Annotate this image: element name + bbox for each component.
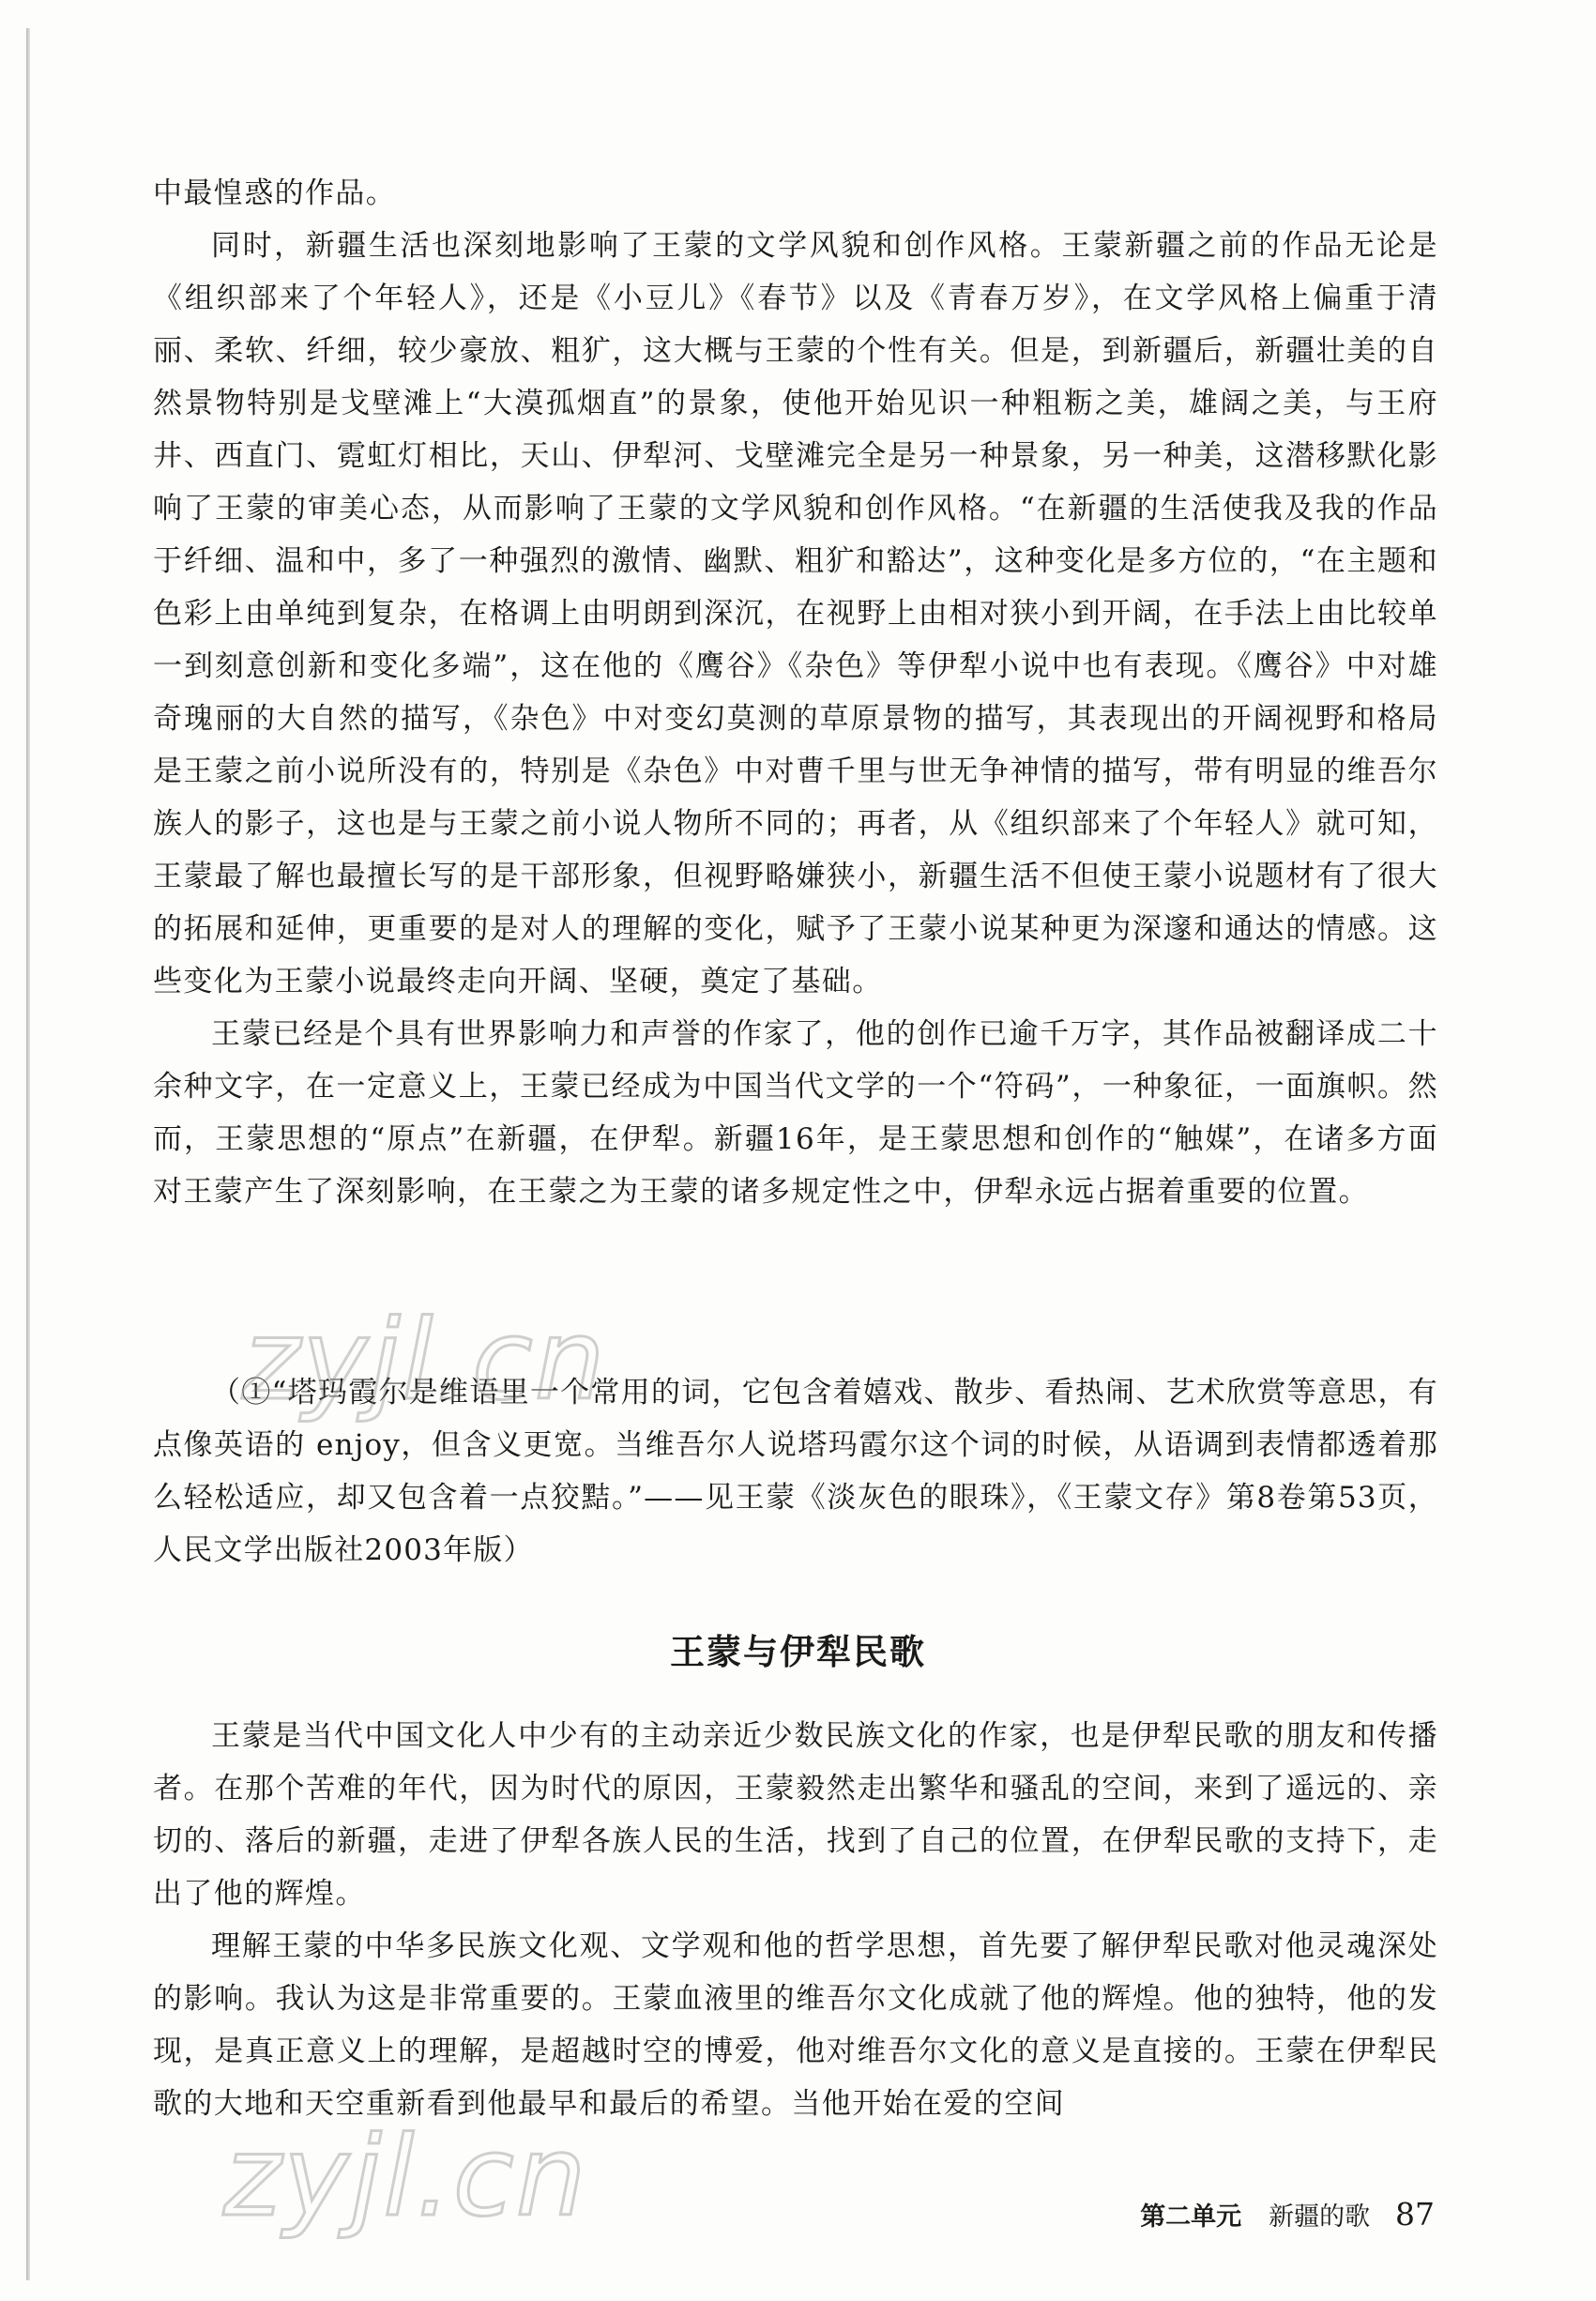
binding-edge (26, 28, 30, 2280)
watermark: zyjl.cn (242, 1295, 607, 1425)
watermark: zyjl.cn (223, 2111, 588, 2241)
footnote: （①“塔玛霞尔是维语里一个常用的词，它包含着嬉戏、散步、看热闹、艺术欣赏等意思，有点像英语的 enjoy，但含义更宽。当维吾尔人说塔玛霞尔这个词的时候，从语调到表情都透着那么轻松适应，却又包含着一点狡黠。”——见王蒙《淡灰色的眼珠》，《王蒙文存》第8卷第53页，人民文学出版社2003年版） (153, 1376, 1438, 1567)
paragraph: 理解王蒙的中华多民族文化观、文学观和他的哲学思想，首先要了解伊犁民歌对他灵魂深处的影响。我认为这是非常重要的。王蒙血液里的维吾尔文化成就了他的辉煌。他的独特，他的发现，是真正意义上的理解，是超越时空的博爱，他对维吾尔文化的意义是直接的。王蒙在伊犁民歌的大地和天空重新看到他最早和最后的希望。当他开始在爱的空间 (153, 1929, 1438, 2121)
unit-label: 第二单元 (1140, 2202, 1242, 2232)
paragraph: 王蒙已经是个具有世界影响力和声誉的作家了，他的创作已逾千万字，其作品被翻译成二十余种文字，在一定意义上，王蒙已经成为中国当代文学的一个“符码”，一种象征，一面旗帜。然而，王蒙思想的“原点”在新疆，在伊犁。新疆16年，是王蒙思想和创作的“触媒”，在诸多方面对王蒙产生了深刻影响，在王蒙之为王蒙的诸多规定性之中，伊犁永远占据着重要的位置。 (153, 1017, 1438, 1209)
body-text (153, 167, 1438, 1218)
page-number: 87 (1395, 2196, 1435, 2232)
paragraph: 同时，新疆生活也深刻地影响了王蒙的文学风貌和创作风格。王蒙新疆之前的作品无论是《组织部来了个年轻人》，还是《小豆儿》《春节》以及《青春万岁》，在文学风格上偏重于清丽、柔软、纤细，较少豪放、粗犷，这大概与王蒙的个性有关。但是，到新疆后，新疆壮美的自然景物特别是戈壁滩上“大漠孤烟直”的景象，使他开始见识一种粗粝之美，雄阔之美，与王府井、西直门、霓虹灯相比，天山、伊犁河、戈壁滩完全是另一种景象，另一种美，这潜移默化影响了王蒙的审美心态，从而影响了王蒙的文学风貌和创作风格。“在新疆的生活使我及我的作品于纤细、温和中，多了一种强烈的激情、幽默、粗犷和豁达”，这种变化是多方位的，“在主题和色彩上由单纯到复杂，在格调上由明朗到深沉，在视野上由相对狭小到开阔，在手法上由比较单一到刻意创新和变化多端”，这在他的《鹰谷》《杂色》等伊犁小说中也有表现。《鹰谷》中对雄奇瑰丽的大自然的描写，《杂色》中对变幻莫测的草原景物的描写，其表现出的开阔视野和格局是王蒙之前小说所没有的，特别是《杂色》中对曹千里与世无争神情的描写，带有明显的维吾尔族人的影子，这也是与王蒙之前小说人物所不同的；再者，从《组织部来了个年轻人》就可知，王蒙最了解也最擅长写的是干部形象，但视野略嫌狭小，新疆生活不但使王蒙小说题材有了很大的拓展和延伸，更重要的是对人的理解的变化，赋予了王蒙小说某种更为深邃和通达的情感。这些变化为王蒙小说最终走向开阔、坚硬，奠定了基础。 (153, 229, 1438, 998)
page-footer (1140, 2196, 1435, 2232)
paragraph: 王蒙是当代中国文化人中少有的主动亲近少数民族文化的作家，也是伊犁民歌的朋友和传播者。在那个苦难的年代，因为时代的原因，王蒙毅然走出繁华和骚乱的空间，来到了遥远的、亲切的、落后的新疆，走进了伊犁各族人民的生活，找到了自己的位置，在伊犁民歌的支持下，走出了他的辉煌。 (153, 1719, 1438, 1911)
paragraph-continued: 中最惶惑的作品。 (153, 176, 397, 210)
section-title: 王蒙与伊犁民歌 (670, 1632, 926, 1672)
section-text (153, 1710, 1438, 2130)
chapter-label: 新疆的歌 (1269, 2202, 1371, 2232)
